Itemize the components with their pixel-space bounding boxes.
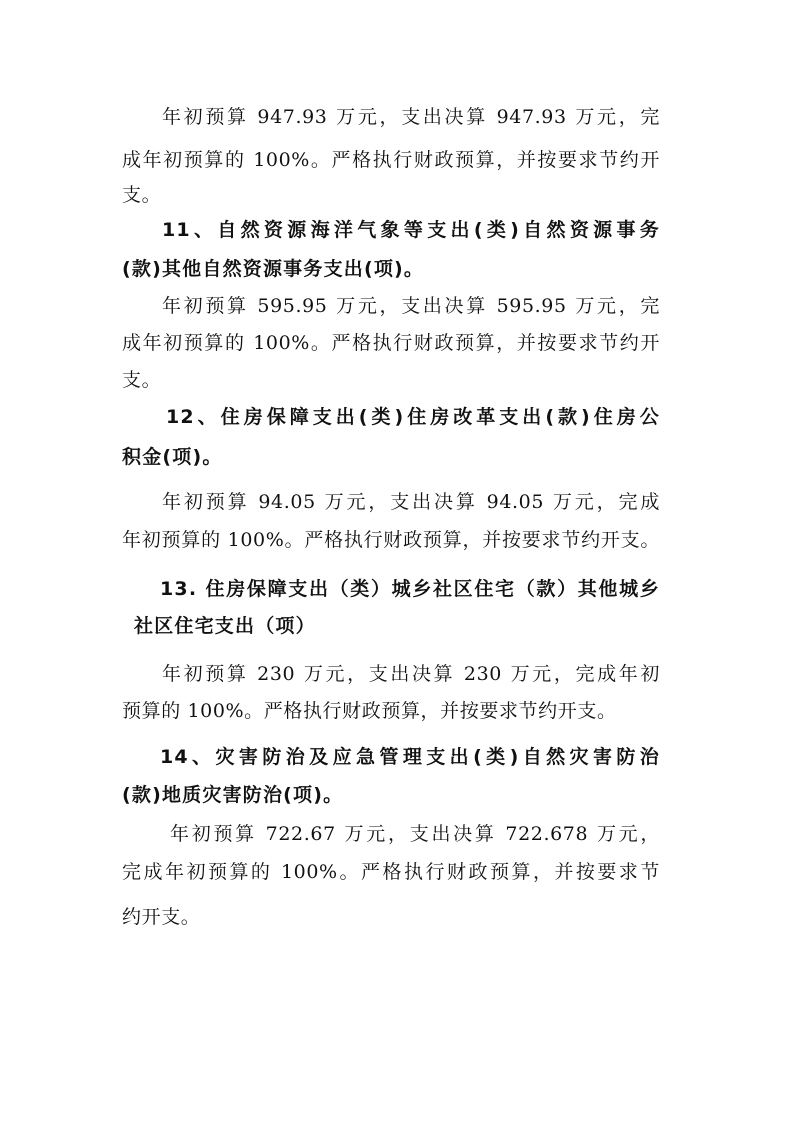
paragraph-line: 成年初预算的 100%。严格执行财政预算，并按要求节约开 xyxy=(122,149,660,171)
paragraph-line: 完成年初预算的 100%。严格执行财政预算，并按要求节 xyxy=(122,861,660,883)
paragraph-line: 年初预算 595.95 万元，支出决算 595.95 万元，完 xyxy=(162,295,660,317)
paragraph-line: 支。 xyxy=(122,184,162,206)
section-heading-11: 11、自然资源海洋气象等支出(类)自然资源事务 xyxy=(162,219,660,241)
paragraph-line: 支。 xyxy=(122,369,162,391)
paragraph-line: 年初预算 94.05 万元，支出决算 94.05 万元，完成 xyxy=(162,491,660,513)
paragraph-line: 年初预算 230 万元，支出决算 230 万元，完成年初 xyxy=(162,663,660,685)
section-heading-14-cont: (款)地质灾害防治(项)。 xyxy=(122,784,344,806)
paragraph-line: 约开支。 xyxy=(122,906,201,928)
section-heading-11-cont: (款)其他自然资源事务支出(项)。 xyxy=(122,258,425,280)
section-heading-12: 12、住房保障支出(类)住房改革支出(款)住房公 xyxy=(166,406,660,428)
paragraph-line: 年初预算 722.67 万元，支出决算 722.678 万元， xyxy=(170,823,660,845)
section-heading-14: 14、灾害防治及应急管理支出(类)自然灾害防治 xyxy=(160,746,660,768)
paragraph-line: 预算的 100%。严格执行财政预算，并按要求节约开支。 xyxy=(122,700,617,722)
section-heading-13-cont: 社区住宅支出（项） xyxy=(134,615,316,637)
section-heading-12-cont: 积金(项)。 xyxy=(122,446,223,468)
section-heading-13: 13. 住房保障支出（类）城乡社区住宅（款）其他城乡 xyxy=(160,578,660,600)
paragraph-line: 年初预算 947.93 万元，支出决算 947.93 万元，完 xyxy=(162,106,660,128)
paragraph-line: 年初预算的 100%。严格执行财政预算，并按要求节约开支。 xyxy=(122,529,660,551)
paragraph-line: 成年初预算的 100%。严格执行财政预算，并按要求节约开 xyxy=(122,332,660,354)
